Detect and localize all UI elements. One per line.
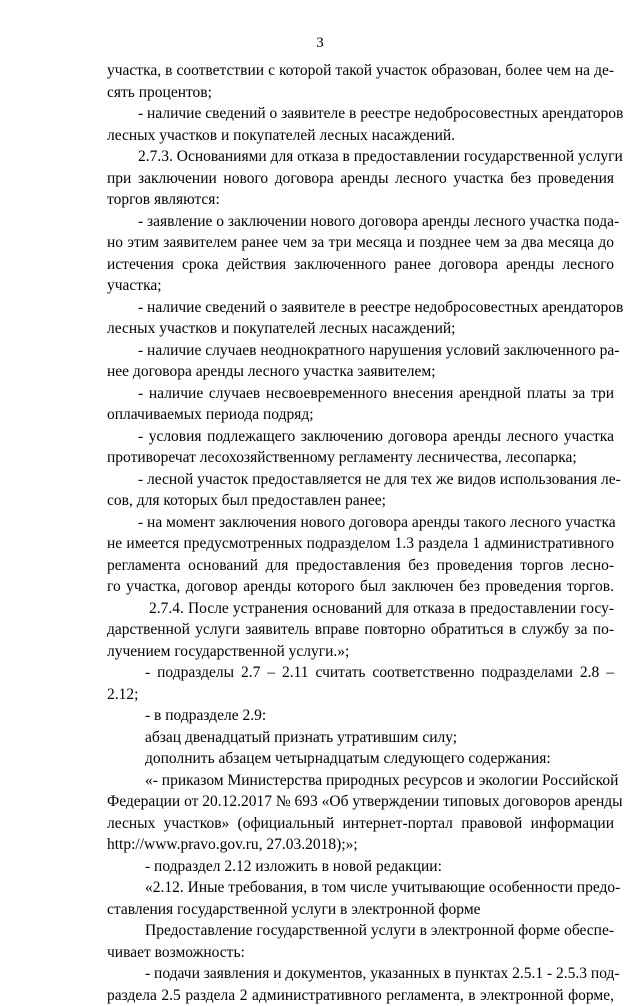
- text-line: - наличие сведений о заявителе в реестре недобросовестных арендаторов: [107, 103, 614, 125]
- text-line: - подраздел 2.12 изложить в новой редакции:: [107, 856, 614, 878]
- text-line: но этим заявителем ранее чем за три месяца и позднее чем за два месяца до: [107, 232, 614, 254]
- text-line: сов, для которых был предоставлен ранее;: [107, 490, 614, 512]
- text-line: оплачиваемых периода подряд;: [107, 404, 614, 426]
- text-line: - условия подлежащего заключению договора аренды лесного участка: [107, 426, 614, 448]
- text-line: торгов являются:: [107, 189, 614, 211]
- text-line: лесных участков и покупателей лесных насаждений.: [107, 125, 614, 147]
- text-line: регламента оснований для предоставления без проведения торгов лесно-: [107, 555, 614, 577]
- text-line: 2.12;: [107, 684, 614, 706]
- text-line: «- приказом Министерства природных ресурсов и экологии Российской: [107, 770, 614, 792]
- text-line: http://www.pravo.gov.ru, 27.03.2018);»;: [107, 834, 614, 856]
- text-line: Федерации от 20.12.2017 № 693 «Об утверждении типовых договоров аренды: [107, 791, 614, 813]
- text-line: противоречат лесохозяйственному регламенту лесничества, лесопарка;: [107, 447, 614, 469]
- page-number: 3: [0, 33, 640, 55]
- text-line: не имеется предусмотренных подразделом 1.3 раздела 1 административного: [107, 533, 614, 555]
- text-line: чивает возможность:: [107, 942, 614, 964]
- text-line: - лесной участок предоставляется не для тех же видов использования ле-: [107, 469, 614, 491]
- text-line: го участка, договор аренды которого был заключен без проведения торгов.: [107, 576, 614, 598]
- text-line: - в подразделе 2.9:: [107, 705, 614, 727]
- text-line: дарственной услуги заявитель вправе повторно обратиться в службу за по-: [107, 619, 614, 641]
- text-line: - подразделы 2.7 – 2.11 считать соответственно подразделами 2.8 –: [107, 662, 614, 684]
- text-line: лесных участков» (официальный интернет-портал правовой информации: [107, 813, 614, 835]
- text-line: Предоставление государственной услуги в электронной форме обеспе-: [107, 920, 614, 942]
- text-line: истечения срока действия заключенного ранее договора аренды лесного: [107, 254, 614, 276]
- text-line: «2.12. Иные требования, в том числе учитывающие особенности предо-: [107, 877, 614, 899]
- text-line: раздела 2.5 раздела 2 административного регламента, в электронной форме,: [107, 985, 614, 1006]
- text-line: - на момент заключения нового договора аренды такого лесного участка: [107, 512, 614, 534]
- text-line: участка, в соответствии с которой такой участок образован, более чем на де-: [107, 60, 614, 82]
- document-body: [107, 60, 614, 1006]
- text-line: лучением государственной услуги.»;: [107, 641, 614, 663]
- text-line: - подачи заявления и документов, указанных в пунктах 2.5.1 - 2.5.3 под-: [107, 963, 614, 985]
- text-line: - наличие сведений о заявителе в реестре недобросовестных арендаторов: [107, 297, 614, 319]
- text-line: - наличие случаев неоднократного нарушения условий заключенного ра-: [107, 340, 614, 362]
- text-line: абзац двенадцатый признать утратившим силу;: [107, 727, 614, 749]
- text-line: лесных участков и покупателей лесных насаждений;: [107, 318, 614, 340]
- text-line: ставления государственной услуги в электронной форме: [107, 899, 614, 921]
- text-line: нее договора аренды лесного участка заявителем;: [107, 361, 614, 383]
- text-line: дополнить абзацем четырнадцатым следующего содержания:: [107, 748, 614, 770]
- text-line: при заключении нового договора аренды лесного участка без проведения: [107, 168, 614, 190]
- text-line: 2.7.3. Основаниями для отказа в предоставлении государственной услуги: [107, 146, 614, 168]
- text-line: сять процентов;: [107, 82, 614, 104]
- text-line: - заявление о заключении нового договора аренды лесного участка пода-: [107, 211, 614, 233]
- text-line: 2.7.4. После устранения оснований для отказа в предоставлении госу-: [107, 598, 614, 620]
- text-line: - наличие случаев несвоевременного внесения арендной платы за три: [107, 383, 614, 405]
- text-line: участка;: [107, 275, 614, 297]
